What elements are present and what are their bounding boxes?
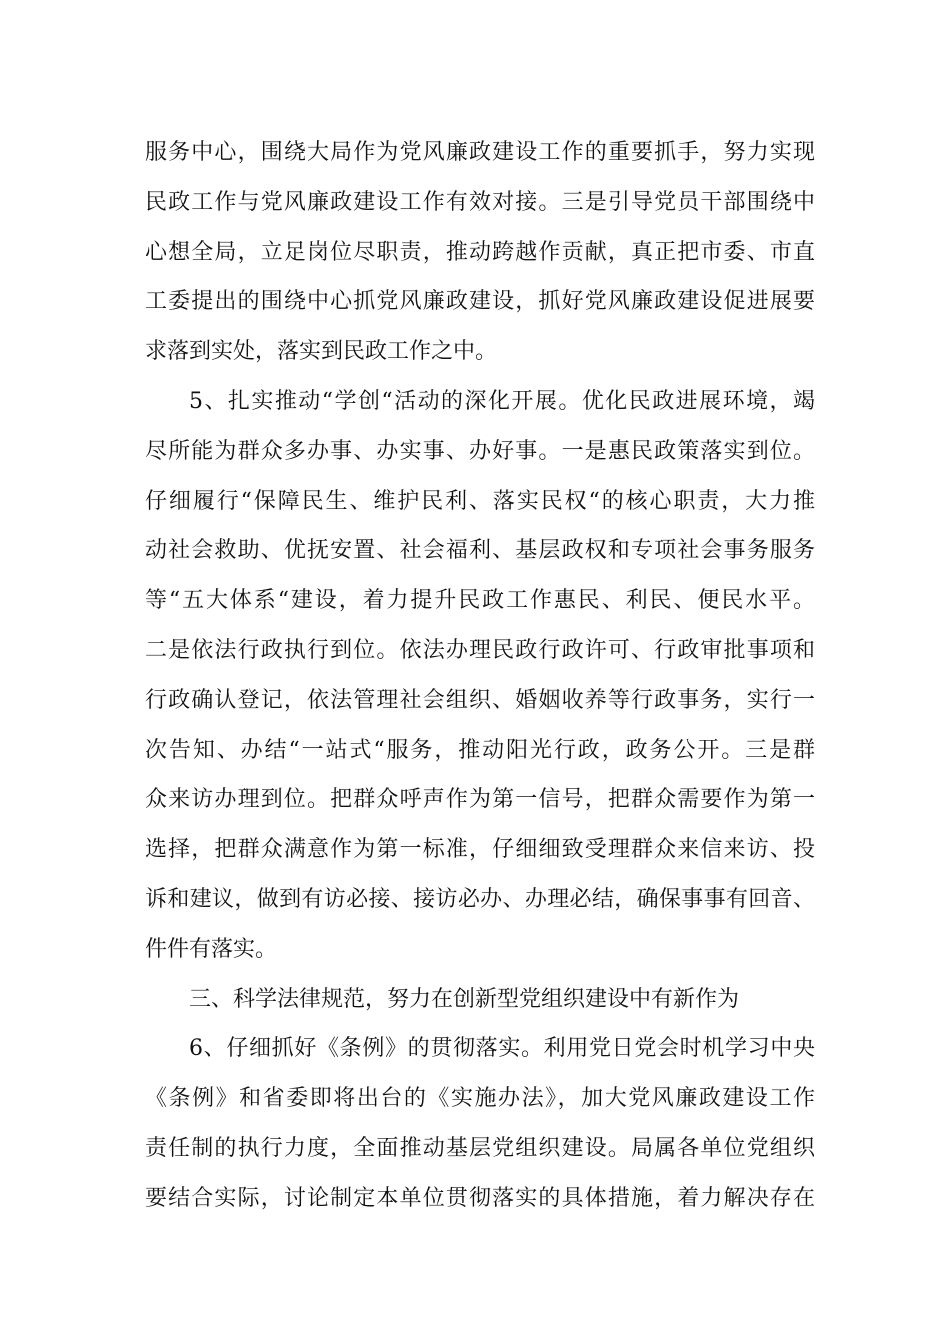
text-line: 民政工作与党风廉政建设工作有效对接。三是引导党员干部围绕中 [145,189,815,215]
text-line: 行政确认登记，依法管理社会组织、婚姻收养等行政事务，实行一 [145,687,815,713]
text-line: 选择，把群众满意作为第一标准，仔细细致受理群众来信来访、投 [145,837,815,863]
body-text [145,133,815,1229]
text-line: 次告知、办结“一站式“服务，推动阳光行政，政务公开。三是群 [145,737,815,763]
text-line: 求落到实处，落实到民政工作之中。 [145,339,498,365]
text-line: 尽所能为群众多办事、办实事、办好事。一是惠民政策落实到位。 [145,438,815,464]
text-line: 心想全局，立足岗位尽职责，推动跨越作贡献，真正把市委、市直 [145,239,815,265]
paragraph-start-line: 6、仔细抓好《条例》的贯彻落实。利用党日党会时机学习中央 [189,1036,815,1062]
text-line: 《条例》和省委即将出台的《实施办法》，加大党风廉政建设工作 [145,1086,815,1112]
text-line: 仔细履行“保障民生、维护民利、落实民权“的核心职责，大力推 [145,488,815,514]
text-line: 动社会救助、优抚安置、社会福利、基层政权和专项社会事务服务 [145,538,815,564]
text-line: 众来访办理到位。把群众呼声作为第一信号，把群众需要作为第一 [145,787,815,813]
text-line: 件件有落实。 [145,936,278,962]
text-line: 二是依法行政执行到位。依法办理民政行政许可、行政审批事项和 [145,637,815,663]
text-line: 等“五大体系“建设，着力提升民政工作惠民、利民、便民水平。 [145,588,815,614]
text-line: 服务中心，围绕大局作为党风廉政建设工作的重要抓手，努力实现 [145,140,815,165]
text-line: 要结合实际，讨论制定本单位贯彻落实的具体措施，着力解决存在 [145,1185,815,1211]
text-line: 责任制的执行力度，全面推动基层党组织建设。局属各单位党组织 [145,1135,815,1161]
paragraph-start-line: 5、扎实推动“学创“活动的深化开展。优化民政进展环境，竭 [189,388,815,414]
text-line: 工委提出的围绕中心抓党风廉政建设，抓好党风廉政建设促进展要 [145,289,815,315]
text-line: 诉和建议，做到有访必接、接访必办、办理必结，确保事事有回音、 [145,886,815,912]
section-heading: 三、科学法律规范，努力在创新型党组织建设中有新作为 [189,986,740,1012]
